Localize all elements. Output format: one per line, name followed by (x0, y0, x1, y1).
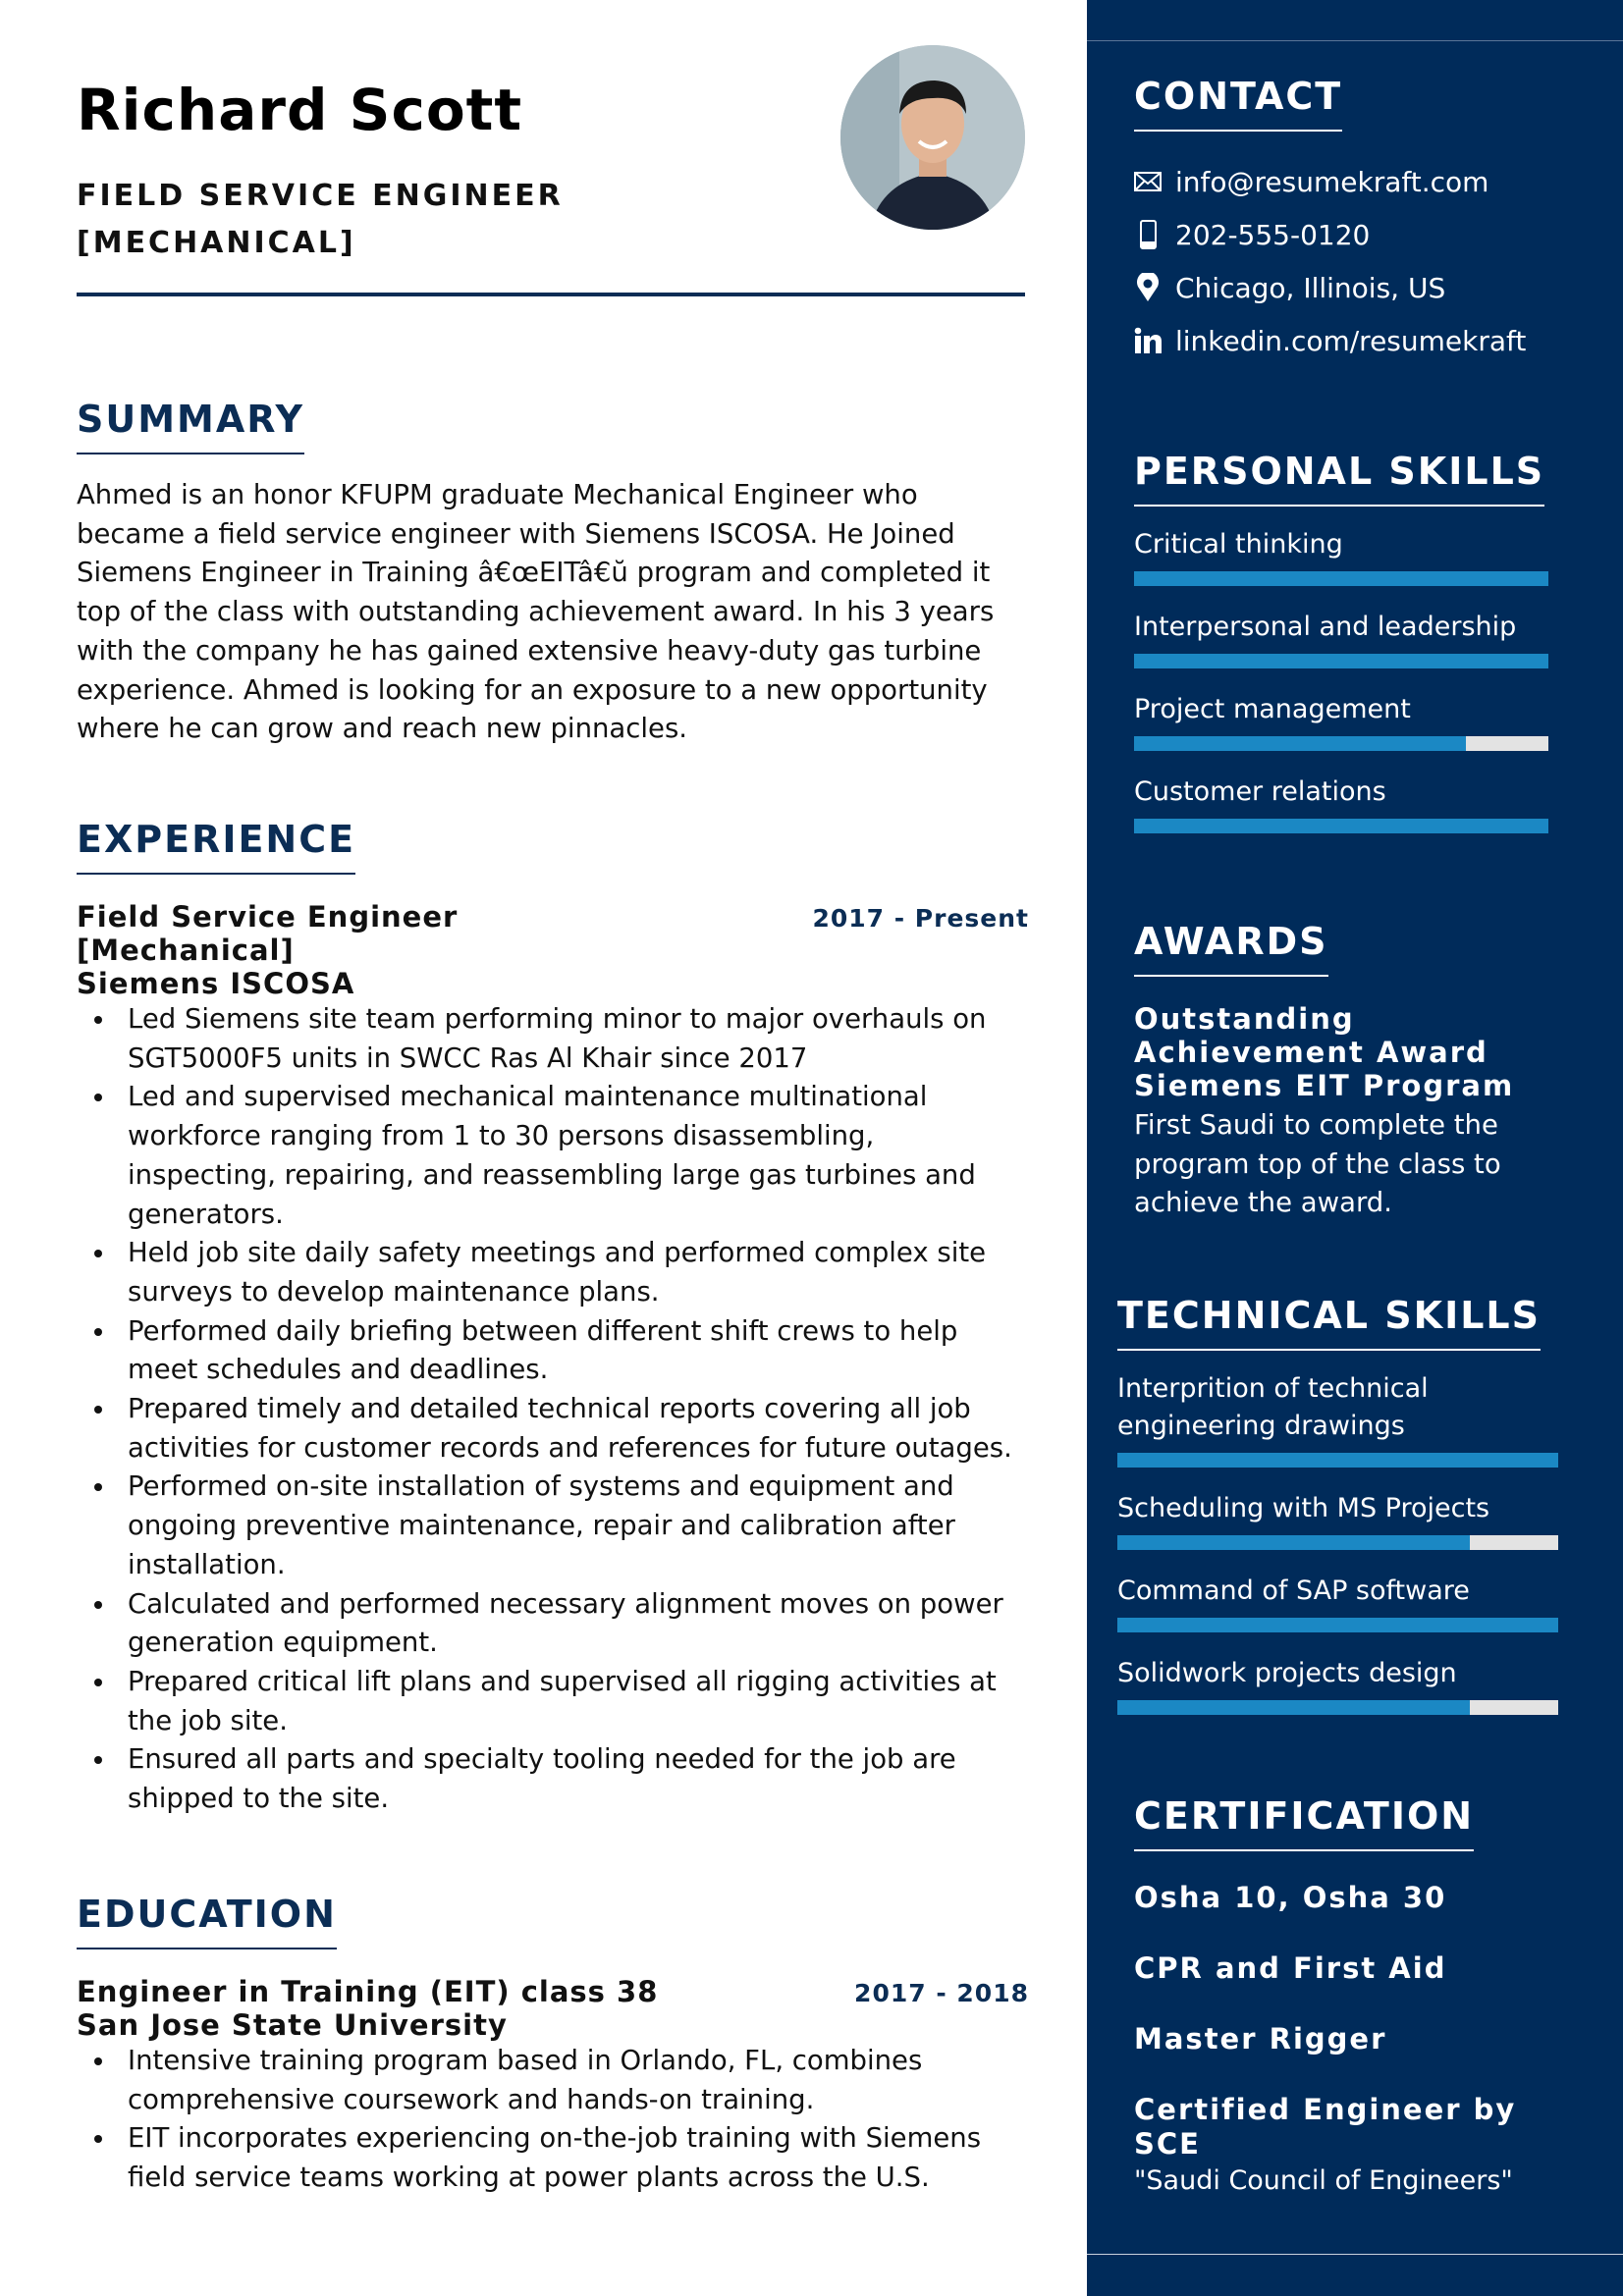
section-heading: SUMMARY (77, 398, 304, 454)
job-bullets (77, 1000, 1029, 1819)
contact-text[interactable]: linkedin.com/resumekraft (1175, 324, 1527, 357)
skill-item (1117, 1490, 1558, 1550)
job-title-line: [MECHANICAL] (77, 226, 356, 260)
certification-item: Certified Engineer by SCE (1134, 2093, 1517, 2161)
skill-item (1117, 1573, 1558, 1632)
contact-linkedin[interactable] (1134, 314, 1605, 367)
location-pin-icon (1134, 273, 1175, 302)
certification-item: Master Rigger (1134, 2022, 1387, 2056)
education-dates: 2017 - 2018 (854, 1979, 1029, 2007)
skill-level-fill (1117, 1453, 1558, 1468)
award-entry (1134, 1002, 1546, 1223)
job-title (77, 173, 626, 267)
skill-level-fill (1134, 571, 1548, 586)
awards-section (1134, 920, 1546, 1223)
list-item: Led Siemens site team performing minor to major overhauls on SGT5000F5 units in SWCC Ras Al Khair since 2017 (77, 1000, 1029, 1078)
certification-description: "Saudi Council of Engineers" (1134, 2165, 1513, 2196)
list-item: Performed daily briefing between different shift crews to help meet schedules and deadlines. (77, 1312, 1029, 1390)
list-item: Held job site daily safety meetings and performed complex site surveys to develop maintenance plans. (77, 1234, 1029, 1311)
list-item: Calculated and performed necessary alignment moves on power generation equipment. (77, 1585, 1029, 1663)
job-entry (77, 900, 1029, 1819)
skill-label: Interprition of technical engineering drawings (1117, 1373, 1429, 1441)
education-entry (77, 1975, 1029, 2198)
award-title: Outstanding Achievement Award Siemens EIT Program (1134, 1002, 1515, 1102)
job-title-line: FIELD SERVICE ENGINEER (77, 179, 564, 213)
section-heading: AWARDS (1134, 920, 1328, 977)
skill-item (1134, 774, 1548, 833)
header-divider (77, 293, 1025, 296)
skill-label: Command of SAP software (1117, 1575, 1470, 1606)
skill-level-bar (1134, 654, 1548, 668)
phone-icon (1134, 220, 1175, 249)
company-name: Siemens ISCOSA (77, 967, 355, 1000)
skill-level-bar (1117, 1535, 1558, 1550)
skill-item (1134, 609, 1548, 668)
list-item: Ensured all parts and specialty tooling needed for the job are shipped to the site. (77, 1740, 1029, 1818)
candidate-name: Richard Scott (77, 77, 523, 143)
school-name: San Jose State University (77, 2008, 508, 2042)
skill-label: Customer relations (1134, 776, 1386, 807)
contact-location (1134, 261, 1605, 314)
skill-level-bar (1134, 736, 1548, 751)
skill-label: Scheduling with MS Projects (1117, 1493, 1490, 1523)
linkedin-icon (1134, 327, 1175, 354)
education-section (77, 1893, 1029, 2198)
skill-level-bar (1117, 1453, 1558, 1468)
skill-label: Solidwork projects design (1117, 1658, 1457, 1688)
job-dates: 2017 - Present (812, 904, 1029, 933)
education-bullets (77, 2042, 1029, 2198)
technical-skills-section (1117, 1294, 1558, 1737)
sidebar-divider (1087, 2254, 1623, 2255)
section-heading: PERSONAL SKILLS (1134, 450, 1544, 507)
skill-level-fill (1117, 1535, 1470, 1550)
section-heading: CONTACT (1134, 75, 1342, 132)
certification-item: CPR and First Aid (1134, 1951, 1447, 1985)
skill-level-fill (1117, 1700, 1470, 1715)
skill-item (1117, 1370, 1558, 1468)
skill-item (1134, 691, 1548, 751)
sidebar-divider (1087, 40, 1623, 41)
contact-email[interactable] (1134, 155, 1605, 208)
skill-level-bar (1117, 1618, 1558, 1632)
certification-item: Osha 10, Osha 30 (1134, 1881, 1447, 1914)
envelope-icon (1134, 172, 1175, 191)
skill-label: Interpersonal and leadership (1134, 612, 1517, 642)
skill-item (1117, 1655, 1558, 1715)
list-item: Led and supervised mechanical maintenance multinational workforce ranging from 1 to 30 persons disassembling, inspecting, repairing, and reassembling large gas turbines and generators. (77, 1078, 1029, 1234)
skill-level-fill (1134, 736, 1466, 751)
award-description: First Saudi to complete the program top of the class to achieve the award. (1134, 1109, 1501, 1219)
summary-section (77, 398, 1029, 749)
section-heading: EDUCATION (77, 1893, 337, 1949)
list-item: EIT incorporates experiencing on-the-job training with Siemens field service teams working at power plants across the U.S. (77, 2119, 1029, 2197)
skill-level-bar (1134, 819, 1548, 833)
section-heading: TECHNICAL SKILLS (1117, 1294, 1541, 1351)
summary-text: Ahmed is an honor KFUPM graduate Mechanical Engineer who became a field service engineer with Siemens ISCOSA. He Joined Siemens Engineer in Training â€œEITâ€ŭ program and completed it top of the class with outstanding achievement award. In his 3 years with the company he has gained extensive heavy-duty gas turbine experience. Ahmed is looking for an exposure to a new opportunity where he can grow and reach new pinnacles. (77, 479, 995, 745)
skill-level-fill (1134, 654, 1548, 668)
list-item: Prepared critical lift plans and supervised all rigging activities at the job site. (77, 1663, 1029, 1740)
skill-level-fill (1134, 819, 1548, 833)
skill-label: Project management (1134, 694, 1411, 724)
skill-level-fill (1117, 1618, 1558, 1632)
skill-item (1134, 526, 1548, 586)
skill-label: Critical thinking (1134, 529, 1343, 560)
personal-skills-section (1134, 450, 1548, 856)
list-item: Prepared timely and detailed technical reports covering all job activities for customer records and references for future outages. (77, 1390, 1029, 1468)
profile-photo (840, 45, 1025, 230)
list-item: Performed on-site installation of systems and equipment and ongoing preventive maintenance, repair and calibration after installation. (77, 1468, 1029, 1584)
contact-text[interactable]: 202-555-0120 (1175, 218, 1371, 251)
contact-phone[interactable] (1134, 208, 1605, 261)
skill-level-bar (1117, 1700, 1558, 1715)
section-heading: EXPERIENCE (77, 818, 355, 875)
skill-level-bar (1134, 571, 1548, 586)
position-title: Field Service Engineer [Mechanical] (77, 900, 459, 967)
section-heading: CERTIFICATION (1134, 1794, 1474, 1851)
contact-text[interactable]: info@resumekraft.com (1175, 165, 1489, 198)
degree-title: Engineer in Training (EIT) class 38 (77, 1975, 659, 2008)
contact-text: Chicago, Illinois, US (1175, 271, 1446, 304)
experience-section (77, 818, 1029, 1819)
sidebar (1087, 0, 1623, 2296)
list-item: Intensive training program based in Orlando, FL, combines comprehensive coursework and hands-on training. (77, 2042, 1029, 2119)
certification-section (1134, 1794, 1556, 2196)
contact-section (1134, 75, 1605, 367)
